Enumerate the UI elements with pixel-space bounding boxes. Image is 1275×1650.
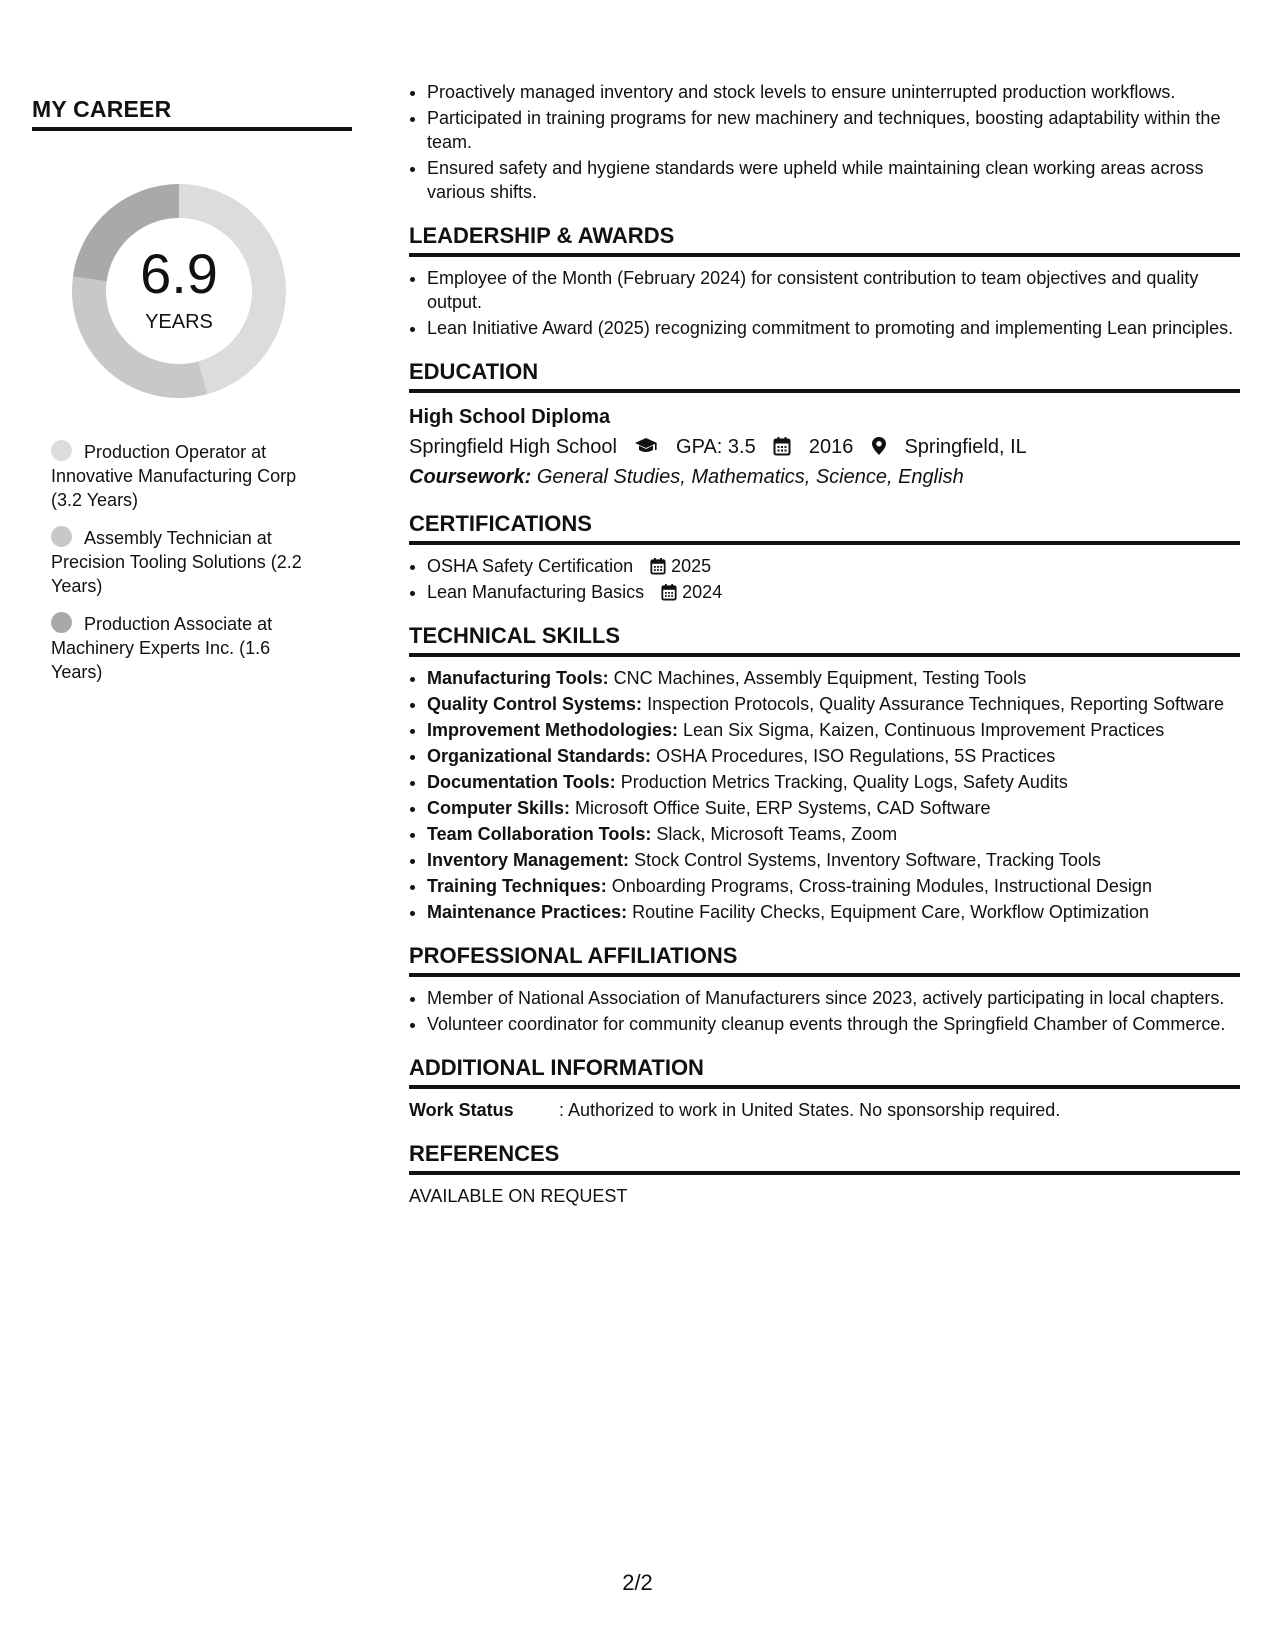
graduation-cap-icon <box>634 436 658 456</box>
calendar-icon <box>661 583 677 601</box>
skill-item <box>427 718 1240 742</box>
skill-item <box>427 796 1240 820</box>
experience-bullets <box>409 80 1240 204</box>
certification-name: Lean Manufacturing Basics <box>427 582 645 602</box>
skill-item <box>427 900 1240 924</box>
skill-label: Quality Control Systems: <box>427 694 643 714</box>
education-coursework <box>409 462 1240 492</box>
legend-dot-icon <box>51 612 72 633</box>
education-title: EDUCATION <box>409 358 1240 393</box>
references-section <box>409 1140 1240 1208</box>
leadership-section <box>409 222 1240 340</box>
education-section <box>409 358 1240 492</box>
skill-value: Production Metrics Tracking, Quality Logs, Safety Audits <box>620 772 1068 792</box>
leadership-item: • Lean Initiative Award (2025) recognizing commitment to promoting and implementing Lean principles. <box>427 316 1240 340</box>
skill-value: CNC Machines, Assembly Equipment, Testing Tools <box>613 668 1027 688</box>
skill-label: Maintenance Practices: <box>427 902 628 922</box>
skill-value: OSHA Procedures, ISO Regulations, 5S Practices <box>656 746 1056 766</box>
skill-item <box>427 744 1240 768</box>
career-title: MY CAREER <box>32 96 352 131</box>
skill-label: Team Collaboration Tools: <box>427 824 652 844</box>
education-gpa: GPA: 3.5 <box>676 436 756 458</box>
career-legend-label: Production Associate at Machinery Experts Inc. (1.6 Years) <box>51 614 273 682</box>
career-donut-chart <box>64 176 294 406</box>
skill-value: Slack, Microsoft Teams, Zoom <box>656 824 898 844</box>
experience-bullet: • Ensured safety and hygiene standards were upheld while maintaining clean working areas across various shifts. <box>427 156 1240 204</box>
legend-dot-icon <box>51 440 72 461</box>
skill-item <box>427 692 1240 716</box>
skill-label: Manufacturing Tools: <box>427 668 609 688</box>
certification-item <box>427 580 1240 604</box>
additional-info-title: ADDITIONAL INFORMATION <box>409 1054 1240 1089</box>
skill-value: Microsoft Office Suite, ERP Systems, CAD Software <box>575 798 991 818</box>
certification-item <box>427 554 1240 578</box>
work-status-value: : Authorized to work in United States. No sponsorship required. <box>559 1100 1061 1120</box>
education-year: 2016 <box>808 436 854 458</box>
career-legend-item <box>51 440 321 512</box>
skill-value: Lean Six Sigma, Kaizen, Continuous Improvement Practices <box>683 720 1165 740</box>
certification-name: OSHA Safety Certification <box>427 556 634 576</box>
skill-item <box>427 822 1240 846</box>
career-legend-item <box>51 612 321 684</box>
certifications-title: CERTIFICATIONS <box>409 510 1240 545</box>
additional-info-section <box>409 1054 1240 1122</box>
total-years-value: 6.9 <box>140 242 218 305</box>
page-number: 2/2 <box>622 1570 653 1595</box>
skill-label: Improvement Methodologies: <box>427 720 679 740</box>
skill-value: Inspection Protocols, Quality Assurance Techniques, Reporting Software <box>647 694 1225 714</box>
education-school: Springfield High School <box>409 436 617 458</box>
skill-item <box>427 874 1240 898</box>
career-sidebar <box>32 96 352 698</box>
experience-bullet: • Participated in training programs for new machinery and techniques, boosting adaptability within the team. <box>427 106 1240 154</box>
certification-year: 2025 <box>671 556 712 576</box>
skill-label: Computer Skills: <box>427 798 571 818</box>
coursework-label: Coursework: <box>409 466 532 488</box>
certification-year: 2024 <box>682 582 723 602</box>
calendar-icon <box>773 436 791 456</box>
leadership-item: • Employee of the Month (February 2024) for consistent contribution to team objectives and quality output. <box>427 266 1240 314</box>
education-location: Springfield, IL <box>904 436 1027 458</box>
skills-title: TECHNICAL SKILLS <box>409 622 1240 657</box>
experience-bullet: • Proactively managed inventory and stock levels to ensure uninterrupted production workflows. <box>427 80 1240 104</box>
affiliation-item: • Member of National Association of Manufacturers since 2023, actively participating in local chapters. <box>427 986 1240 1010</box>
education-details <box>409 432 1240 462</box>
skill-label: Inventory Management: <box>427 850 630 870</box>
affiliation-item: • Volunteer coordinator for community cleanup events through the Springfield Chamber of Commerce. <box>427 1012 1240 1036</box>
legend-dot-icon <box>51 526 72 547</box>
career-legend-item <box>51 526 321 598</box>
skill-label: Organizational Standards: <box>427 746 652 766</box>
references-text: AVAILABLE ON REQUEST <box>409 1186 628 1206</box>
education-degree: High School Diploma <box>409 406 611 428</box>
skill-item <box>427 666 1240 690</box>
coursework-value: General Studies, Mathematics, Science, English <box>536 466 964 488</box>
affiliations-title: PROFESSIONAL AFFILIATIONS <box>409 942 1240 977</box>
affiliations-section <box>409 942 1240 1036</box>
skill-label: Training Techniques: <box>427 876 607 896</box>
map-pin-icon <box>871 436 887 456</box>
career-legend-label: Assembly Technician at Precision Tooling Solutions (2.2 Years) <box>51 528 302 596</box>
calendar-icon <box>650 557 666 575</box>
skill-value: Routine Facility Checks, Equipment Care, Workflow Optimization <box>632 902 1149 922</box>
work-status-label: Work Status <box>409 1100 514 1120</box>
work-status-row <box>409 1098 1240 1122</box>
references-title: REFERENCES <box>409 1140 1240 1175</box>
skill-item <box>427 770 1240 794</box>
leadership-title: LEADERSHIP & AWARDS <box>409 222 1240 257</box>
skill-item <box>427 848 1240 872</box>
skill-label: Documentation Tools: <box>427 772 616 792</box>
career-legend <box>32 440 352 684</box>
total-years-unit: YEARS <box>145 311 213 333</box>
main-content <box>409 80 1240 1208</box>
certifications-section <box>409 510 1240 604</box>
skill-value: Stock Control Systems, Inventory Software, Tracking Tools <box>634 850 1101 870</box>
career-legend-label: Production Operator at Innovative Manufacturing Corp (3.2 Years) <box>51 442 297 510</box>
skills-section <box>409 622 1240 924</box>
skill-value: Onboarding Programs, Cross-training Modules, Instructional Design <box>611 876 1152 896</box>
